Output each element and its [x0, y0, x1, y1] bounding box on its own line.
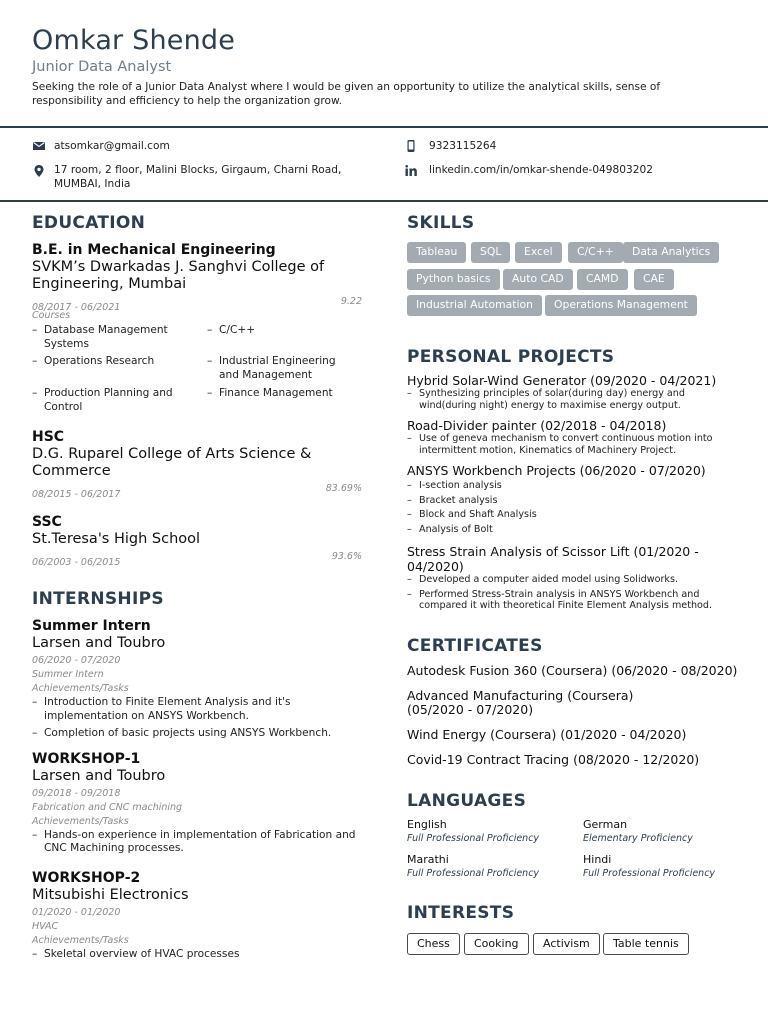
skills-heading: SKILLS: [407, 213, 475, 233]
language-item: [407, 853, 539, 880]
education-item: [32, 241, 362, 419]
internship-company: Larsen and Toubro: [32, 635, 166, 651]
task-bullet: – Completion of basic projects using ANSYS Workbench.: [32, 727, 362, 741]
linkedin-link[interactable]: linkedin.com/in/omkar-shende-049803202: [429, 164, 653, 176]
skill-tag: Python basics: [407, 269, 500, 290]
language-name: German: [583, 817, 628, 831]
project-item: [407, 418, 747, 456]
internship-role: Summer Intern: [32, 618, 151, 634]
project-bullet: – Synthesizing principles of solar(during day) energy and wind(during night) energy to maximise energy output.: [407, 388, 742, 411]
internship-item: [32, 617, 362, 741]
education-dates: 08/2015 - 06/2017: [32, 489, 121, 500]
education-dates: 08/2017 - 06/2021: [32, 302, 121, 313]
internship-dates: 09/2018 - 09/2018: [32, 787, 121, 799]
certificate-item: Wind Energy (Coursera) (01/2020 - 04/2020): [407, 726, 687, 742]
language-level: Full Professional Proficiency: [407, 867, 540, 879]
language-item: [583, 853, 715, 880]
degree-title: HSC: [32, 429, 65, 445]
education-score: 9.22: [340, 296, 362, 307]
skill-tag: Data Analytics: [623, 242, 719, 263]
language-name: Marathi: [407, 852, 449, 866]
internship-role: WORKSHOP-1: [32, 750, 141, 767]
resume-header: [32, 24, 732, 108]
project-bullet: – Block and Shaft Analysis: [407, 509, 747, 521]
education-score: 93.6%: [331, 551, 362, 562]
header-divider: [0, 126, 768, 128]
project-bullet: – Bracket analysis: [407, 495, 747, 507]
skills-tags: [407, 242, 747, 326]
project-item: [407, 373, 747, 411]
interests-heading: INTERESTS: [407, 902, 515, 923]
phone-number: 9323115264: [429, 140, 497, 152]
interest-tag: Chess: [407, 933, 460, 955]
interests-list: [407, 933, 747, 957]
skill-tag: Operations Management: [545, 295, 697, 316]
education-score: 83.69%: [325, 483, 362, 494]
skill-tag: Auto CAD: [503, 269, 573, 290]
course-item: – Production Planning and Control: [32, 387, 177, 414]
project-bullet: – Use of geneva mechanism to convert continuous motion into intermittent motion, Kinematics of Machinery Project.: [407, 433, 727, 456]
skill-tag: C/C++: [568, 242, 623, 263]
phone-icon: [404, 139, 418, 153]
education-item: [32, 513, 362, 568]
language-level: Elementary Proficiency: [583, 832, 693, 844]
internship-role: WORKSHOP-2: [32, 869, 141, 886]
project-item: [407, 544, 747, 612]
internships-heading: INTERNSHIPS: [32, 589, 164, 609]
education-heading: EDUCATION: [32, 213, 146, 233]
tasks-label: Achievements/Tasks: [32, 934, 129, 946]
internship-dates: 01/2020 - 01/2020: [32, 906, 121, 918]
interest-tag: Activism: [533, 933, 600, 955]
skill-tag: Tableau: [407, 242, 466, 263]
linkedin-icon: [404, 164, 418, 178]
language-level: Full Professional Proficiency: [407, 832, 540, 844]
language-name: Hindi: [583, 852, 612, 866]
course-item: – Finance Management: [207, 387, 352, 401]
skill-tag: CAE: [634, 269, 674, 290]
language-level: Full Professional Proficiency: [583, 867, 716, 879]
project-bullet: – Performed Stress-Strain analysis in ANSYS Workbench and compared it with theoretical Finite Element Analysis method.: [407, 589, 727, 612]
certificate-item: Advanced Manufacturing (Coursera) (05/2020 - 07/2020): [407, 687, 634, 717]
degree-title: SSC: [32, 514, 62, 530]
courses-label: Courses: [32, 310, 71, 321]
institution-name: D.G. Ruparel College of Arts Science & Commerce: [32, 446, 312, 479]
languages-heading: LANGUAGES: [407, 790, 527, 811]
location-pin-icon: [32, 164, 46, 178]
left-column: [32, 212, 362, 961]
interest-tag: Cooking: [464, 933, 529, 955]
skill-tag: CAMD: [577, 269, 628, 290]
internship-company: Mitsubishi Electronics: [32, 886, 189, 903]
certificate-item: Autodesk Fusion 360 (Coursera) (06/2020 - 08/2020): [407, 662, 738, 678]
courses-list: [32, 323, 362, 419]
certificates-heading: CERTIFICATES: [407, 635, 543, 656]
course-item: – Industrial Engineering and Management: [207, 355, 352, 382]
institution-name: SVKM’s Dwarkadas J. Sanghvi College of Engineering, Mumbai: [32, 259, 325, 292]
language-item: [583, 818, 693, 845]
internship-company: Larsen and Toubro: [32, 767, 166, 784]
project-bullet: – Analysis of Bolt: [407, 524, 747, 536]
project-title: Road-Divider painter (02/2018 - 04/2018): [407, 418, 667, 433]
candidate-name: Omkar Shende: [32, 25, 236, 56]
project-bullet: – Developed a computer aided model using Solidworks.: [407, 574, 747, 586]
project-item: [407, 463, 747, 535]
task-bullet: – Hands-on experience in implementation of Fabrication and CNC Machining processes.: [32, 829, 357, 856]
skill-tag: Excel: [515, 242, 562, 263]
education-item: [32, 428, 362, 500]
education-dates: 06/2003 - 06/2015: [32, 557, 121, 568]
task-bullet: – Introduction to Finite Element Analysis and it's implementation on ANSYS Workbench.: [32, 696, 332, 723]
email-link[interactable]: atsomkar@gmail.com: [54, 140, 170, 152]
language-name: English: [407, 817, 447, 831]
address-text: 17 room, 2 floor, Malini Blocks, Girgaum, Charni Road, MUMBAI, India: [54, 164, 342, 190]
right-column: [407, 212, 747, 957]
course-item: – Operations Research: [32, 355, 177, 369]
internship-dates: 06/2020 - 07/2020: [32, 655, 121, 666]
envelope-icon: [32, 139, 46, 153]
project-title: ANSYS Workbench Projects (06/2020 - 07/2020): [407, 463, 706, 478]
interest-tag: Table tennis: [603, 933, 689, 955]
candidate-title: Junior Data Analyst: [32, 59, 172, 75]
course-item: – Database Management Systems: [32, 324, 177, 351]
languages-list: [407, 818, 747, 888]
task-bullet: – Skeletal overview of HVAC processes: [32, 948, 362, 962]
certificate-item: Covid-19 Contract Tracing (08/2020 - 12/2020): [407, 751, 700, 767]
tasks-label: Achievements/Tasks: [32, 815, 129, 827]
contact-divider: [0, 200, 768, 202]
projects-heading: PERSONAL PROJECTS: [407, 347, 615, 367]
course-item: – C/C++: [207, 324, 352, 338]
project-title: Hybrid Solar-Wind Generator (09/2020 - 04/2021): [407, 373, 717, 388]
skill-tag: SQL: [471, 242, 510, 263]
project-bullet: – I-section analysis: [407, 480, 747, 492]
skill-tag: Industrial Automation: [407, 295, 542, 316]
internship-item: [32, 869, 362, 962]
summary-text: Seeking the role of a Junior Data Analyst where I would be given an opportunity to utilize the analytical skills, sense of responsibility and efficiency to help the organization grow.: [32, 81, 661, 107]
project-title: Stress Strain Analysis of Scissor Lift (01/2020 - 04/2020): [407, 544, 699, 574]
internship-subtitle: Summer Intern: [32, 669, 104, 680]
internship-item: [32, 750, 362, 856]
degree-title: B.E. in Mechanical Engineering: [32, 242, 276, 258]
internship-subtitle: Fabrication and CNC machining: [32, 801, 183, 813]
institution-name: St.Teresa's High School: [32, 531, 201, 547]
language-item: [407, 818, 539, 845]
tasks-label: Achievements/Tasks: [32, 683, 129, 694]
internship-subtitle: HVAC: [32, 920, 59, 932]
